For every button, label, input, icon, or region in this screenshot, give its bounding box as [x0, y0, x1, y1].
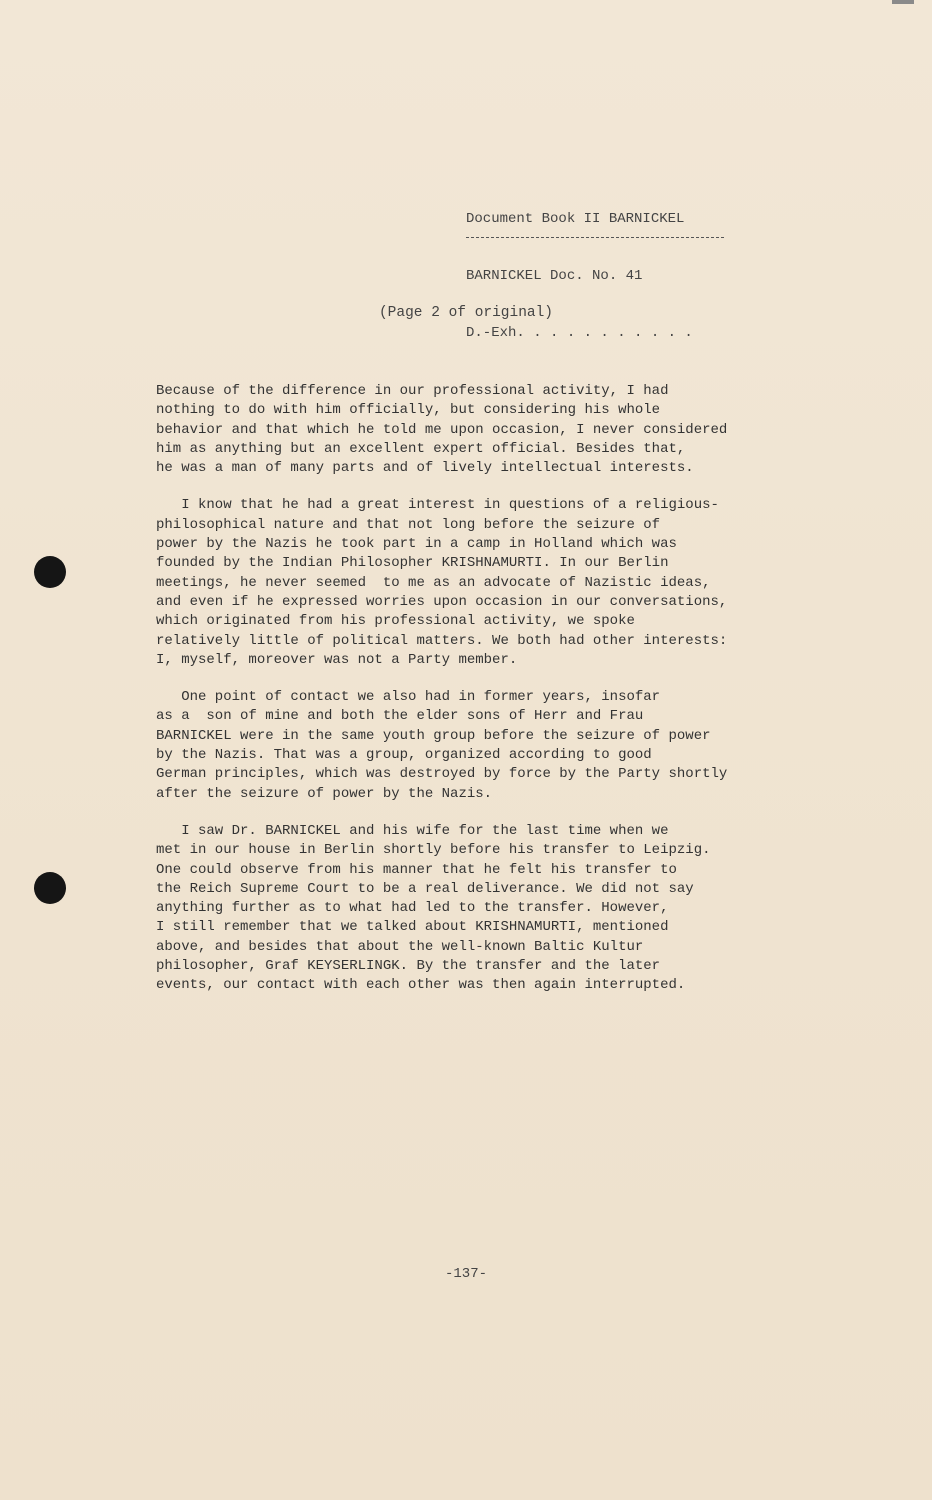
- punch-hole-top: [34, 556, 66, 588]
- punch-hole-bottom: [34, 872, 66, 904]
- header-doc-number: BARNICKEL Doc. No. 41: [466, 268, 643, 284]
- paragraph: I saw Dr. BARNICKEL and his wife for the last time when we met in our house in Berlin shortly before his transfer to Leipzig. One could observe from his manner that he felt his transfer to the Reich Supreme Court to be a real deliverance. We did not say anything further as to what had led to the transfer. However, I still remember that we talked about KRISHNAMURTI, mentioned above, and besides that about the well-known Baltic Kultur philosopher, Graf KEYSERLINGK. By the transfer and the later events, our contact with each other was then again interrupted.: [156, 822, 711, 994]
- document-header: [466, 172, 693, 381]
- document-body: [156, 382, 816, 1014]
- header-divider: [466, 237, 724, 238]
- paragraph: One point of contact we also had in former years, insofar as a son of mine and both the elder sons of Herr and Frau BARNICKEL were in the same youth group before the seizure of power by the Nazis. That was a group, organized according to good German principles, which was destroyed by force by the Party shortly after the seizure of power by the Nazis.: [156, 689, 728, 802]
- header-book-line: Document Book II BARNICKEL: [466, 211, 685, 227]
- page-reference: (Page 2 of original): [378, 305, 554, 321]
- paragraph: Because of the difference in our professional activity, I had nothing to do with him officially, but considering his whole behavior and that which he told me upon occasion, I never considered him as anything but an excellent expert official. Besides that, he was a man of many parts and of lively intellectual interests.: [156, 383, 728, 477]
- page-number: -137-: [444, 1266, 487, 1282]
- corner-mark: [892, 0, 914, 4]
- paragraph: I know that he had a great interest in questions of a religious- philosophical nature and that not long before the seizure of power by the Nazis he took part in a camp in Holland which was founded by the Indian Philosopher KRISHNAMURTI. In our Berlin meetings, he never seemed to me as an advocate of Nazistic ideas, and even if he expressed worries upon occasion in our conversations, which originated from his professional activity, we spoke relatively little of political matters. We both had other interests: I, myself, moreover was not a Party member.: [156, 497, 728, 668]
- header-exhibit-line: D.-Exh. . . . . . . . . . .: [466, 325, 693, 341]
